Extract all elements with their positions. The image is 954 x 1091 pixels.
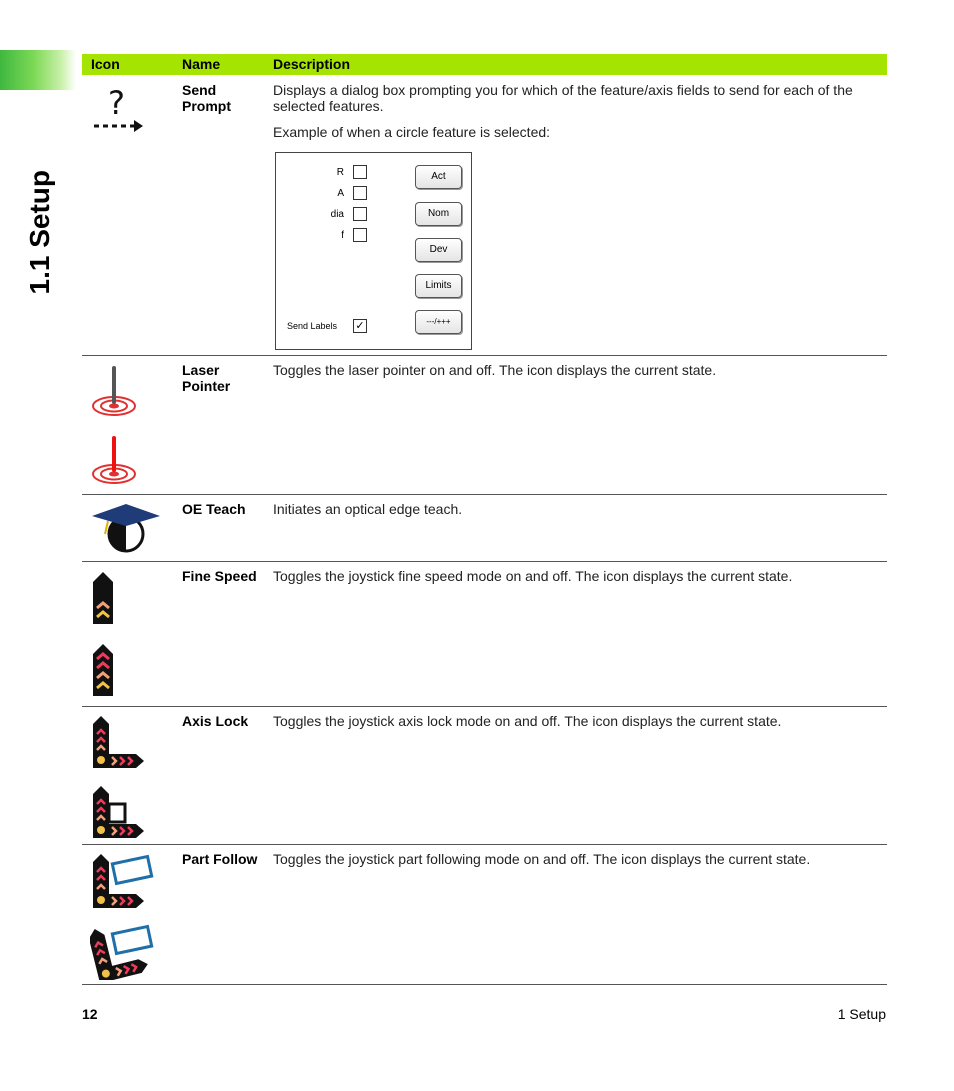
send-labels-label: Send Labels bbox=[287, 321, 338, 331]
row-desc-fine-speed: Toggles the joystick fine speed mode on and off. The icon displays the current state. bbox=[273, 568, 793, 584]
chapter-tab bbox=[0, 50, 76, 90]
row-divider bbox=[82, 494, 887, 495]
axis-lock-off-icon bbox=[90, 714, 146, 775]
chapter-title: 1.1 Setup bbox=[24, 170, 55, 295]
field-checkbox-r[interactable] bbox=[353, 165, 367, 179]
send-prompt-icon bbox=[90, 84, 146, 141]
row-name-laser-pointer: Laser Pointer bbox=[182, 362, 231, 394]
laser-off-icon bbox=[90, 364, 140, 423]
part-follow-off-icon bbox=[90, 852, 156, 915]
oe-teach-icon bbox=[90, 502, 162, 559]
limits-button[interactable]: Limits bbox=[415, 274, 462, 298]
row-divider bbox=[82, 844, 887, 845]
field-checkbox-a[interactable] bbox=[353, 186, 367, 200]
svg-text:?: ? bbox=[108, 84, 125, 122]
page-number: 12 bbox=[82, 1006, 98, 1022]
act-button[interactable]: Act bbox=[415, 165, 462, 189]
row-divider bbox=[82, 706, 887, 707]
fine-speed-off-icon bbox=[90, 570, 120, 631]
field-label-a: A bbox=[337, 188, 344, 199]
row-name-send-prompt: Send Prompt bbox=[182, 82, 231, 114]
row-desc-laser-pointer: Toggles the laser pointer on and off. The icon displays the current state. bbox=[273, 362, 717, 378]
header-description: Description bbox=[273, 56, 351, 72]
table-header bbox=[82, 54, 887, 75]
footer-section: 1 Setup bbox=[837, 1006, 886, 1022]
row-desc-part-follow: Toggles the joystick part following mode on and off. The icon displays the current state. bbox=[273, 851, 811, 867]
send-labels-checkbox[interactable]: ✓ bbox=[353, 319, 367, 333]
row-extra-send-prompt: Example of when a circle feature is selected: bbox=[273, 124, 551, 140]
field-label-dia: dia bbox=[330, 209, 344, 220]
field-label-f: f bbox=[341, 230, 344, 241]
fine-speed-on-icon bbox=[90, 642, 120, 703]
header-name: Name bbox=[182, 56, 221, 72]
axis-lock-on-icon bbox=[90, 784, 146, 845]
nom-button[interactable]: Nom bbox=[415, 202, 462, 226]
row-name-part-follow: Part Follow bbox=[182, 851, 258, 867]
row-name-axis-lock: Axis Lock bbox=[182, 713, 249, 729]
table-bottom-line bbox=[82, 984, 887, 985]
part-follow-on-icon bbox=[90, 922, 156, 985]
row-divider bbox=[82, 561, 887, 562]
dev-button[interactable]: Dev bbox=[415, 238, 462, 262]
send-prompt-dialog bbox=[275, 152, 472, 350]
tolerance-button[interactable]: ---/+++ bbox=[415, 310, 462, 334]
header-icon: Icon bbox=[91, 56, 120, 72]
row-desc-axis-lock: Toggles the joystick axis lock mode on and off. The icon displays the current state. bbox=[273, 713, 782, 729]
field-checkbox-dia[interactable] bbox=[353, 207, 367, 221]
row-name-fine-speed: Fine Speed bbox=[182, 568, 257, 584]
laser-on-icon bbox=[90, 434, 140, 493]
row-divider bbox=[82, 355, 887, 356]
row-desc-send-prompt: Displays a dialog box prompting you for which of the feature/axis fields to send for each of the selected features. bbox=[273, 82, 853, 114]
field-label-r: R bbox=[336, 167, 344, 178]
row-name-oe-teach: OE Teach bbox=[182, 501, 246, 517]
field-checkbox-f[interactable] bbox=[353, 228, 367, 242]
row-desc-oe-teach: Initiates an optical edge teach. bbox=[273, 501, 463, 517]
